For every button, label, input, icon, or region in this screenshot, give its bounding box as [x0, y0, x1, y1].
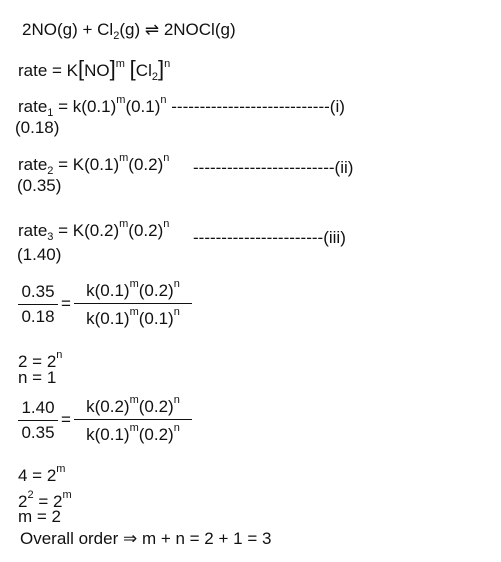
rate-law-lhs: rate = K — [18, 61, 79, 80]
reactant-cl-state: (g) — [119, 20, 141, 39]
reactant-no: 2NO(g) — [22, 20, 78, 39]
rate-law-m: m — [115, 58, 125, 70]
ratio1-right-numerator: $k(0.1)^m(0.2)^n$ — [86, 278, 180, 300]
rate-law-cl-sub: 2 — [151, 71, 158, 83]
reactant-cl: Cl — [97, 20, 114, 39]
rate1-equation — [18, 90, 345, 123]
ratio2-left-numerator: 1.40 — [21, 398, 55, 417]
fraction-bar — [74, 419, 192, 420]
rate1-expr-a: = k(0.1) — [58, 97, 117, 116]
rate3-expr-b: (0.2) — [128, 221, 164, 240]
rate2-tag: (ii) — [334, 158, 354, 177]
fraction-bar — [18, 420, 58, 421]
rate1-n: n — [160, 94, 167, 106]
overall-order: Overall order ⇒ m + n = 2 + 1 = 3 — [20, 529, 272, 548]
rate1-dashes: ---------------------------- — [171, 97, 330, 116]
ratio1-equals: = — [61, 294, 71, 313]
rate1-value: (0.18) — [15, 118, 60, 137]
rate2-n: n — [163, 152, 170, 164]
rate-law-cl: Cl — [135, 61, 152, 80]
rate-law-n: n — [164, 58, 171, 70]
rate1-sub: 1 — [47, 107, 54, 119]
ratio1-left-fraction — [18, 282, 58, 327]
rate1-label: rate — [18, 97, 48, 116]
ratio2-left-fraction — [18, 398, 58, 443]
ratio2-left-denominator: 0.35 — [21, 423, 55, 442]
fraction-bar — [74, 303, 192, 304]
rate-law: rate = K[NO]$^m$ $[Cl_2]^n$ — [18, 56, 171, 83]
rate2-label: rate — [18, 155, 48, 174]
rate3-value: (1.40) — [17, 245, 62, 264]
ratio1-left-denominator: 0.18 — [21, 307, 55, 326]
ratio2-equals: = — [61, 410, 71, 429]
rate2-dashes-line — [193, 158, 353, 178]
equilibrium-arrow: ⇌ — [144, 20, 160, 39]
plus-sign: + — [82, 20, 93, 39]
rate1-tag: (i) — [329, 97, 345, 116]
rate3-dashes-line — [193, 228, 346, 248]
rate3-equation — [18, 214, 169, 247]
rate1-expr-b: (0.1) — [125, 97, 161, 116]
rate3-m: m — [119, 218, 129, 230]
ratio1-right-fraction — [74, 278, 192, 329]
step-m2: $2^2 = 2^m$ — [18, 489, 72, 511]
step-n1: $2 = 2^n$ — [18, 349, 63, 371]
rate3-label: rate — [18, 221, 48, 240]
rate3-expr-a: = K(0.2) — [58, 221, 120, 240]
ratio2-right-denominator: $k(0.1)^m(0.2)^n$ — [86, 422, 180, 444]
fraction-bar — [18, 304, 58, 305]
reaction-equation — [22, 20, 236, 46]
ratio1-right-denominator: $k(0.1)^m(0.1)^n$ — [86, 306, 180, 328]
rate2-dashes: ------------------------- — [193, 158, 335, 177]
ratio2-right-fraction — [74, 394, 192, 445]
product-nocl: 2NOCl(g) — [163, 20, 236, 39]
rate3-sub: 3 — [47, 231, 54, 243]
rate2-m: m — [119, 152, 129, 164]
rate2-expr-a: = K(0.1) — [58, 155, 120, 174]
rate3-dashes: ----------------------- — [193, 228, 324, 247]
step-m1: $4 = 2^m$ — [18, 463, 66, 485]
ratio2-right-numerator: $k(0.2)^m(0.2)^n$ — [86, 394, 180, 416]
step-m3: m = 2 — [18, 507, 61, 526]
rate-law-no: NO — [84, 61, 110, 80]
rate2-sub: 2 — [47, 165, 54, 177]
rate3-tag: (iii) — [323, 228, 346, 247]
rate3-n: n — [163, 218, 170, 230]
ratio1-left-numerator: 0.35 — [21, 282, 55, 301]
rate2-value: (0.35) — [17, 176, 62, 195]
reactant-cl-subscript: 2 — [113, 30, 120, 42]
rate2-expr-b: (0.2) — [128, 155, 164, 174]
rate1-m: m — [116, 94, 126, 106]
step-n2: n = 1 — [18, 368, 57, 387]
